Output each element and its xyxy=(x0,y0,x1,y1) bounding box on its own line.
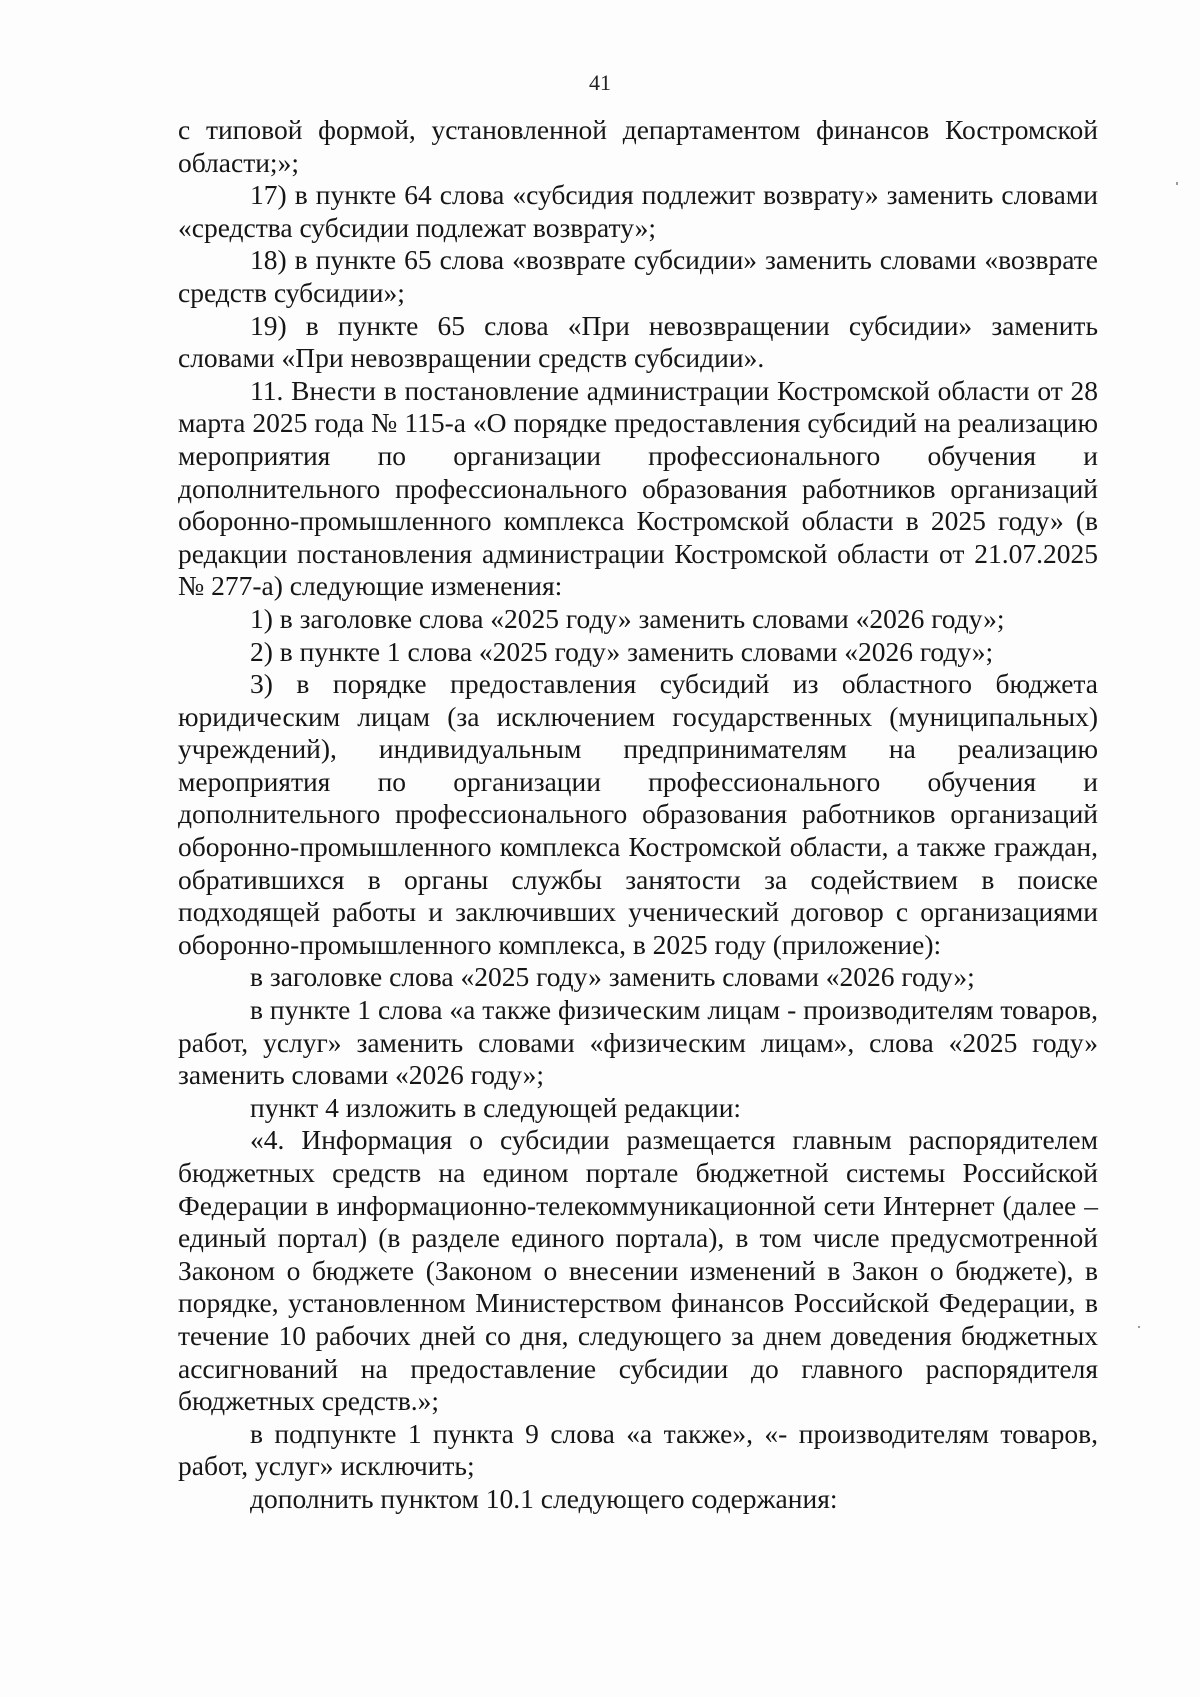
paragraph-point-10-1-intro: дополнить пунктом 10.1 следующего содержания: xyxy=(250,1482,838,1514)
paragraph-point-1-change: в пункте 1 слова «а также физическим лицам - производителям товаров, работ, услуг» заменить словами «физическим лицам», слова «2025 году» заменить словами «2026 году»; xyxy=(178,994,1098,1091)
paragraph-item-19: 19) в пункте 65 слова «При невозвращении субсидии» заменить словами «При невозвращении средств субсидии». xyxy=(178,309,1098,374)
paragraph-section-11: 11. Внести в постановление администрации Костромской области от 28 марта 2025 года № 115-а «О порядке предоставления субсидий на реализацию мероприятия по организации профессионального обучения и дополнительного профессионального образования работников организаций оборонно-промышленного комплекса Костромской области в 2025 году» (в редакции постановления администрации Костромской области от 21.07.2025 № 277-а) следующие изменения: xyxy=(178,374,1098,602)
paragraph-subitem-3: 3) в порядке предоставления субсидий из областного бюджета юридическим лицам (за исключением государственных (муниципальных) учреждений), индивидуальным предпринимателям на реализацию мероприятия по организации профессионального обучения и дополнительного профессионального образования работников организаций оборонно-промышленного комплекса Костромской области, а также граждан, обратившихся в органы службы занятости за содействием в поиске подходящей работы и заключивших ученический договор с организациями оборонно-промышленного комплекса, в 2025 году (приложение): xyxy=(178,668,1098,960)
paragraph-item-17: 17) в пункте 64 слова «субсидия подлежит возврату» заменить словами «средства субсидии подлежат возврату»; xyxy=(178,179,1098,243)
document-body xyxy=(178,114,1098,1516)
paragraph-subitem-1: 1) в заголовке слова «2025 году» заменить словами «2026 году»; xyxy=(250,602,1005,634)
paragraph-subitem-2: 2) в пункте 1 слова «2025 году» заменить словами «2026 году»; xyxy=(250,635,994,667)
paragraph-point-4-text: «4. Информация о субсидии размещается главным распорядителем бюджетных средств на едином портале бюджетной системы Российской Федерации в информационно-телекоммуникационной сети Интернет (далее – единый портал) (в разделе единого портала), в том числе предусмотренной Законом о бюджете (Законом о внесении изменений в Закон о бюджете), в порядке, установленном Министерством финансов Российской Федерации, в течение 10 рабочих дней со дня, следующего за днем доведения бюджетных ассигнований на предоставление субсидии до главного распорядителя бюджетных средств.»; xyxy=(178,1124,1098,1417)
scan-speck xyxy=(1176,182,1178,185)
scan-speck xyxy=(1138,1326,1140,1328)
paragraph-continuation: с типовой формой, установленной департаментом финансов Костромской области;»; xyxy=(178,114,1098,178)
paragraph-item-18: 18) в пункте 65 слова «возврате субсидии» заменить словами «возврате средств субсидии»; xyxy=(178,244,1098,308)
paragraph-title-change: в заголовке слова «2025 году» заменить словами «2026 году»; xyxy=(250,961,975,993)
paragraph-point-4-intro: пункт 4 изложить в следующей редакции: xyxy=(250,1091,742,1123)
page-number: 41 xyxy=(589,70,611,95)
paragraph-point-9-change: в подпункте 1 пункта 9 слова «а также», «- производителям товаров, работ, услуг» исключить; xyxy=(178,1417,1098,1482)
